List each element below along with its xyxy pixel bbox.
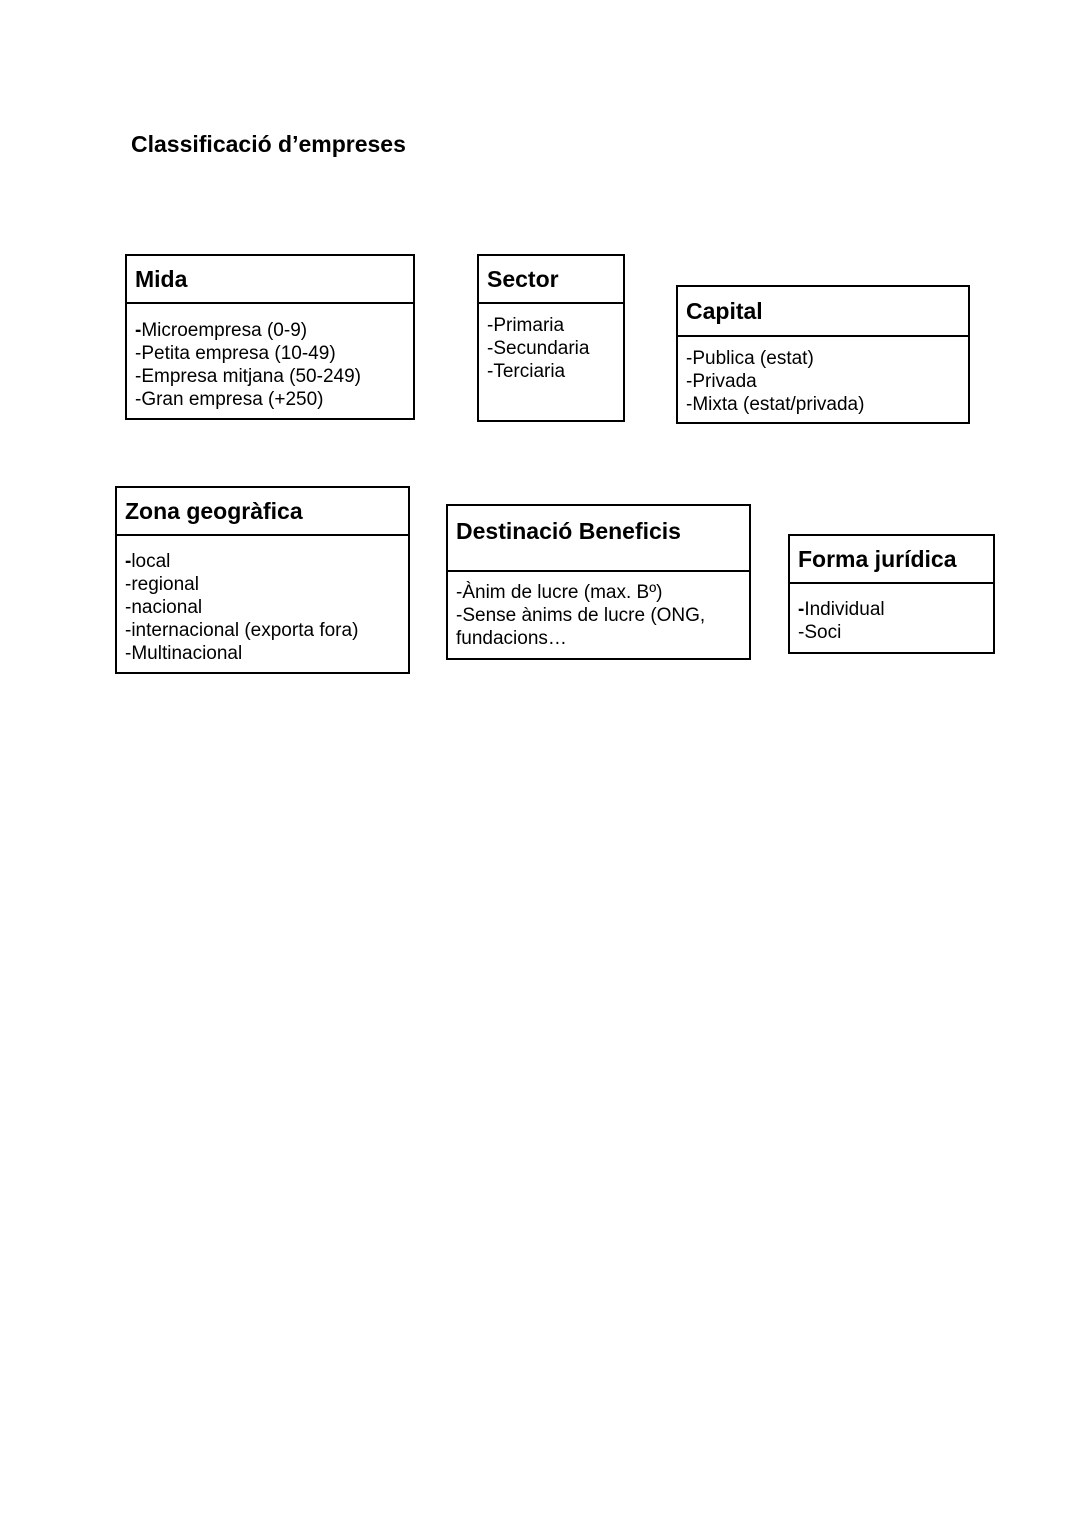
list-item: -Terciaria — [487, 361, 566, 382]
list-item: -Multinacional — [125, 643, 243, 664]
list-item: -internacional (exporta fora) — [125, 620, 359, 641]
box-zona-title: Zona geogràfica — [117, 488, 408, 536]
box-zona — [115, 486, 410, 674]
box-capital — [676, 285, 970, 424]
list-item: -regional — [125, 574, 199, 595]
box-sector-list — [479, 304, 623, 383]
box-destinacio-title: Destinació Beneficis — [448, 506, 749, 572]
box-forma-list — [790, 584, 993, 644]
list-item: -Petita empresa (10-49) — [135, 343, 336, 364]
box-sector-title: Sector — [479, 256, 623, 304]
box-sector — [477, 254, 625, 422]
box-destinacio-list — [448, 572, 749, 650]
box-mida-list — [127, 304, 413, 411]
box-capital-title: Capital — [678, 287, 968, 337]
box-forma — [788, 534, 995, 654]
box-destinacio — [446, 504, 751, 660]
box-forma-title: Forma jurídica — [790, 536, 993, 584]
box-mida-title: Mida — [127, 256, 413, 304]
list-item: -Microempresa (0-9) — [135, 320, 308, 341]
list-item: -Sense ànims de lucre (ONG, fundacions… — [456, 605, 706, 649]
list-item: -Primaria — [487, 315, 565, 336]
list-item: -Ànim de lucre (max. Bº) — [456, 582, 663, 603]
list-item: -Publica (estat) — [686, 348, 814, 369]
list-item: -local — [125, 551, 171, 572]
list-item: -Individual — [798, 599, 885, 620]
box-capital-list — [678, 337, 968, 416]
page-title: Classificació d’empreses — [131, 131, 406, 157]
list-item: -Mixta (estat/privada) — [686, 394, 865, 415]
list-item: -Empresa mitjana (50-249) — [135, 366, 361, 387]
list-item: -Soci — [798, 622, 842, 643]
box-zona-list — [117, 536, 408, 665]
box-mida — [125, 254, 415, 420]
list-item: -Secundaria — [487, 338, 590, 359]
list-item: -Privada — [686, 371, 757, 392]
list-item: -nacional — [125, 597, 203, 618]
list-item: -Gran empresa (+250) — [135, 389, 324, 410]
